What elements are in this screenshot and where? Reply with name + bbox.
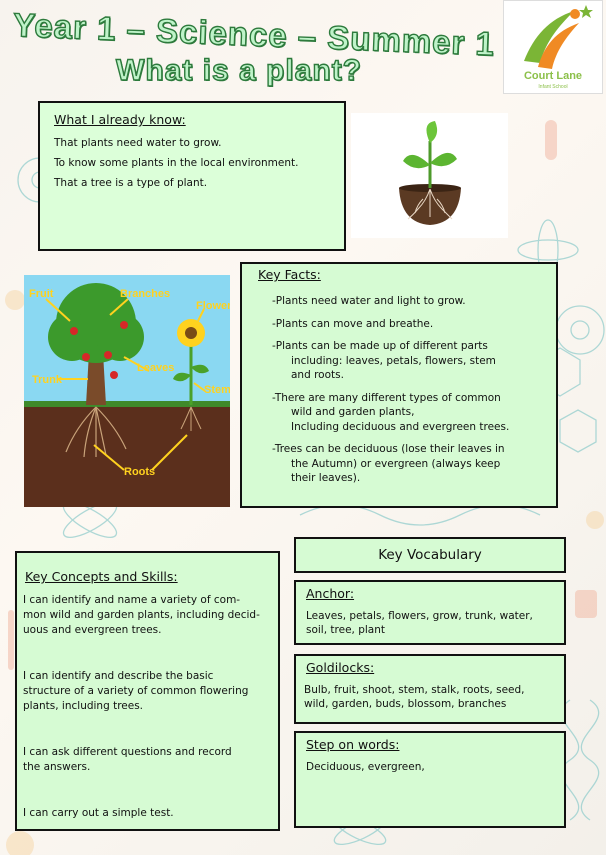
goldilocks-words: [304, 683, 556, 711]
school-logo-graphic: [504, 1, 602, 93]
key-fact-line: -Plants can be made up of different parts: [272, 340, 488, 352]
key-fact: [258, 294, 542, 309]
key-fact-line: including: leaves, petals, flowers, stem: [291, 354, 496, 367]
step-on-words: [306, 760, 554, 774]
key-fact: [258, 339, 542, 383]
key-fact-line: -Plants can move and breathe.: [272, 317, 434, 330]
concept-paragraph: [23, 806, 272, 821]
logo-subtitle: Infant School: [538, 84, 568, 90]
goldilocks-heading: Goldilocks:: [306, 660, 375, 675]
anchor-line: Leaves, petals, flowers, grow, trunk, water,: [306, 610, 533, 622]
anchor-words-box: [294, 580, 566, 645]
label-stem: Stem: [204, 384, 230, 396]
key-fact-line: and roots.: [291, 369, 344, 381]
key-fact-line: -Plants need water and light to grow.: [272, 295, 466, 307]
anchor-heading: Anchor:: [306, 586, 355, 601]
label-roots: Roots: [124, 466, 156, 478]
key-fact-line: the Autumn) or evergreen (always keep: [291, 457, 501, 470]
key-fact: [258, 391, 542, 435]
step-on-line: Deciduous, evergreen,: [306, 761, 425, 773]
plant-parts-illustration: [24, 275, 230, 507]
seedling-picture: [351, 113, 508, 238]
plant-parts-diagram: [24, 275, 230, 507]
concept-line: structure of a variety of common flowering: [23, 685, 249, 697]
already-know-item: That a tree is a type of plant.: [54, 177, 208, 189]
key-fact-line: -Trees can be deciduous (lose their leaves in: [272, 443, 505, 455]
goldilocks-line: wild, garden, buds, blossom, branches: [304, 698, 507, 710]
concept-line: I can identify and describe the basic: [23, 670, 214, 682]
label-leaves: Leaves: [137, 362, 175, 374]
label-branches: Branches: [120, 288, 171, 300]
key-fact-line: wild and garden plants,: [291, 406, 415, 418]
goldilocks-words-box: [294, 654, 566, 724]
concept-line: I can carry out a simple test.: [23, 807, 174, 819]
key-facts-box: [240, 262, 558, 508]
already-know-item: That plants need water to grow.: [54, 137, 222, 149]
concept-paragraph: [23, 593, 272, 638]
key-facts-heading: Key Facts:: [258, 267, 321, 282]
page-title-line-1: Year 1 – Science – Summer 1: [12, 6, 496, 63]
concept-line: plants, including trees.: [23, 700, 144, 712]
already-know-item: To know some plants in the local environment.: [54, 157, 299, 169]
key-fact: [258, 317, 542, 332]
key-fact-line: -There are many different types of common: [272, 391, 501, 404]
concept-line: the answers.: [23, 761, 91, 773]
step-on-heading: Step on words:: [306, 737, 400, 752]
label-fruit: Fruit: [29, 288, 54, 300]
step-on-words-box: [294, 731, 566, 828]
seedling-icon: [351, 113, 508, 238]
key-concepts-heading: Key Concepts and Skills:: [25, 569, 178, 584]
key-concepts-box: [15, 551, 280, 831]
goldilocks-line: Bulb, fruit, shoot, stem, stalk, roots, seed,: [304, 684, 525, 696]
already-know-box: [38, 101, 346, 251]
key-vocabulary-title: Key Vocabulary: [294, 537, 566, 573]
concept-line: mon wild and garden plants, including decid-: [23, 609, 260, 621]
key-fact-line: Including deciduous and evergreen trees.: [291, 420, 510, 433]
key-fact: [258, 442, 542, 486]
label-flower: Flower: [196, 300, 230, 312]
label-trunk: Trunk: [32, 374, 62, 386]
page-title-line-2: What is a plant?: [116, 54, 363, 87]
concept-line: I can ask different questions and record: [23, 746, 232, 758]
logo-name: Court Lane: [523, 70, 583, 82]
key-fact-line: their leaves).: [291, 472, 361, 484]
anchor-line: soil, tree, plant: [306, 624, 385, 636]
concept-paragraph: [23, 745, 272, 775]
anchor-words: [306, 609, 554, 637]
concept-line: uous and evergreen trees.: [23, 624, 162, 636]
already-know-heading: What I already know:: [54, 112, 186, 127]
concept-paragraph: [23, 669, 272, 714]
school-logo: [503, 0, 603, 94]
concept-line: I can identify and name a variety of com-: [23, 594, 241, 606]
